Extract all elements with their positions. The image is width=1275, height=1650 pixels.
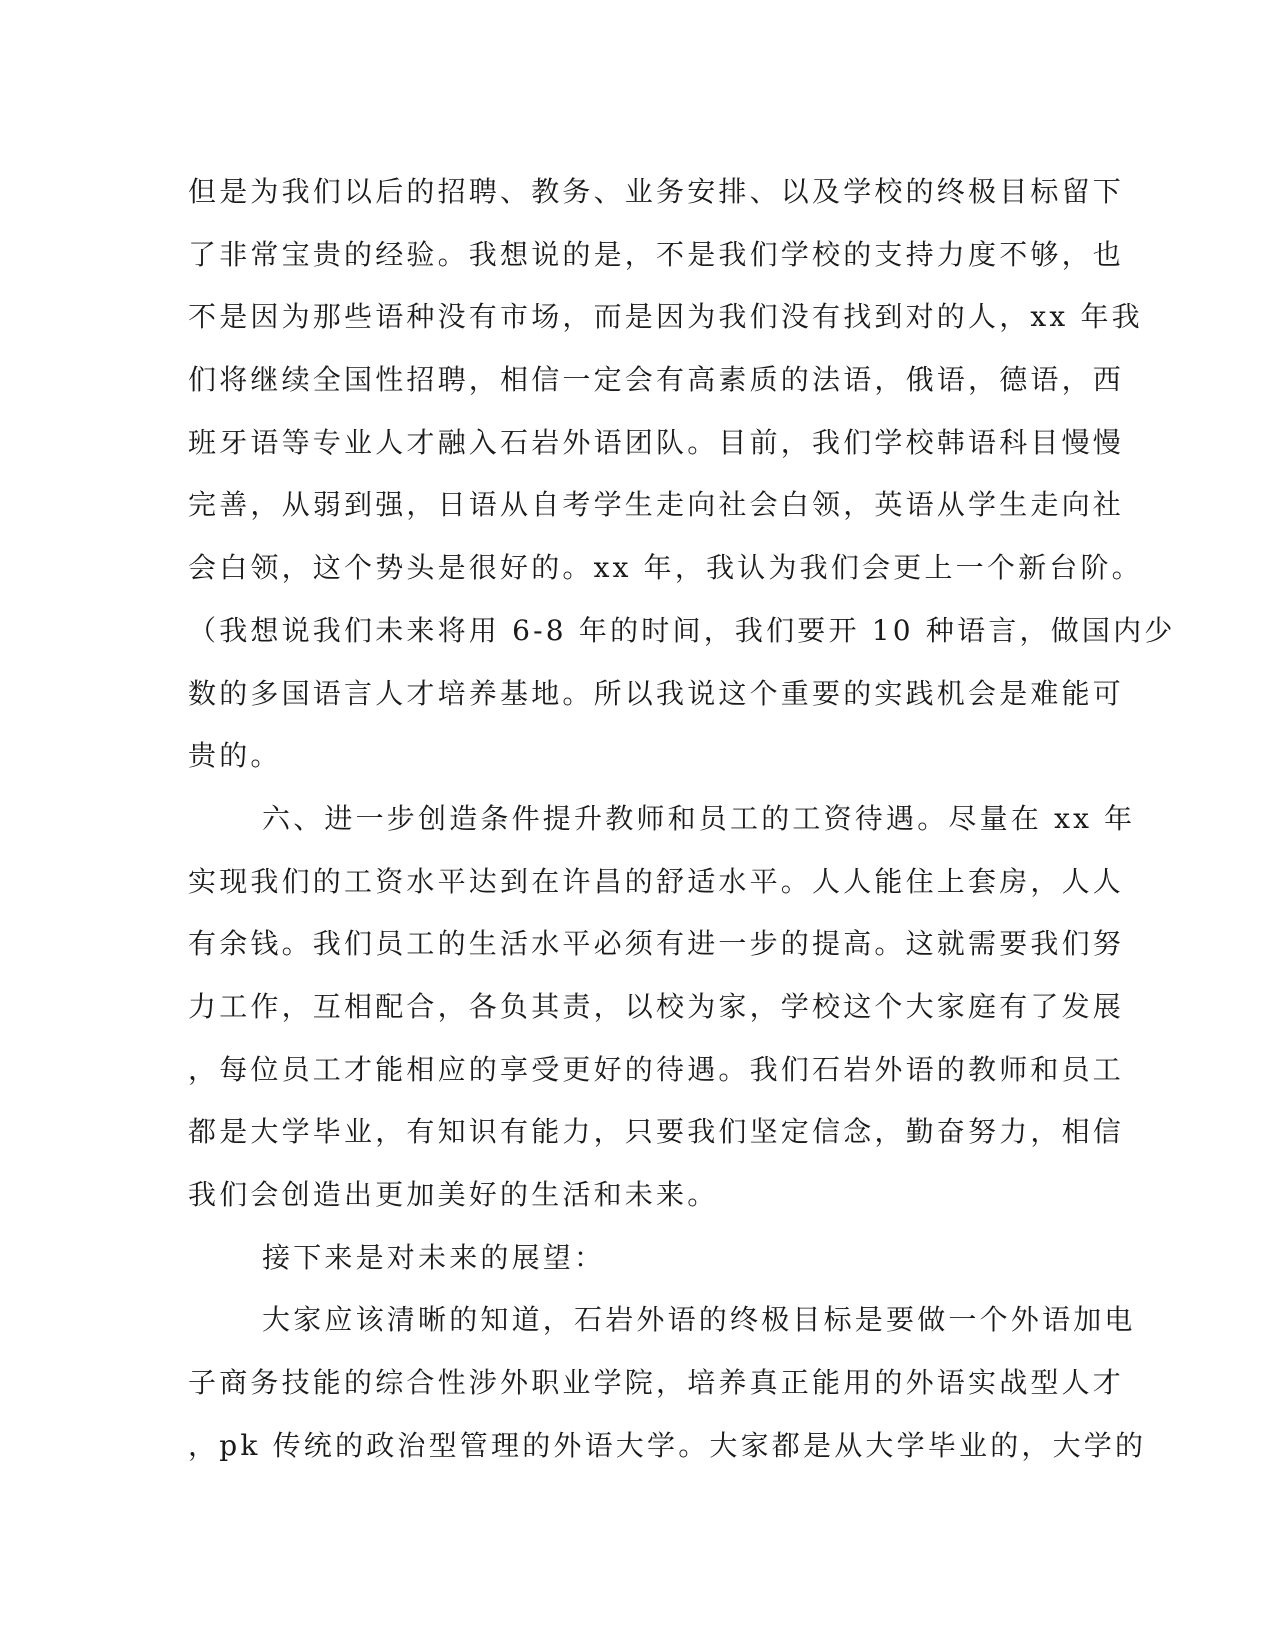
- text-line: （我想说我们未来将用 6-8 年的时间，我们要开 10 种语言，做国内少: [188, 613, 1176, 647]
- paragraph-start-line: 六、进一步创造条件提升教师和员工的工资待遇。尽量在 xx 年: [262, 801, 1136, 835]
- text-line: ，每位员工才能相应的享受更好的待遇。我们石岩外语的教师和员工: [188, 1052, 1125, 1086]
- body-text: [188, 161, 1176, 1477]
- text-line: 完善，从弱到强，日语从自考学生走向社会白领，英语从学生走向社: [188, 488, 1125, 522]
- text-line: 但是为我们以后的招聘、教务、业务安排、以及学校的终极目标留下: [188, 175, 1125, 208]
- text-line: 班牙语等专业人才融入石岩外语团队。目前，我们学校韩语科目慢慢: [188, 425, 1125, 459]
- text-line: 们将继续全国性招聘，相信一定会有高素质的法语，俄语，德语，西: [188, 363, 1125, 397]
- text-line: 数的多国语言人才培养基地。所以我说这个重要的实践机会是难能可: [188, 676, 1125, 710]
- text-line: 会白领，这个势头是很好的。xx 年，我认为我们会更上一个新台阶。: [188, 551, 1143, 585]
- paragraph-start-line: 接下来是对未来的展望：: [262, 1240, 606, 1274]
- text-line: 都是大学毕业，有知识有能力，只要我们坚定信念，勤奋努力，相信: [188, 1115, 1125, 1149]
- text-line: 不是因为那些语种没有市场，而是因为我们没有找到对的人，xx 年我: [188, 300, 1143, 334]
- paragraph-start-line: 大家应该清晰的知道，石岩外语的终极目标是要做一个外语加电: [262, 1303, 1136, 1337]
- text-line: 我们会创造出更加美好的生活和未来。: [188, 1178, 719, 1211]
- text-line: 了非常宝贵的经验。我想说的是，不是我们学校的支持力度不够，也: [188, 237, 1125, 271]
- text-line: 有余钱。我们员工的生活水平必须有进一步的提高。这就需要我们努: [188, 927, 1125, 961]
- text-line: 力工作，互相配合，各负其责，以校为家，学校这个大家庭有了发展: [188, 989, 1125, 1023]
- text-line: 贵的。: [188, 739, 282, 773]
- text-line: 子商务技能的综合性涉外职业学院，培养真正能用的外语实战型人才: [188, 1366, 1125, 1400]
- text-line: ，pk 传统的政治型管理的外语大学。大家都是从大学毕业的，大学的: [188, 1428, 1147, 1462]
- text-line: 实现我们的工资水平达到在许昌的舒适水平。人人能住上套房，人人: [188, 864, 1125, 898]
